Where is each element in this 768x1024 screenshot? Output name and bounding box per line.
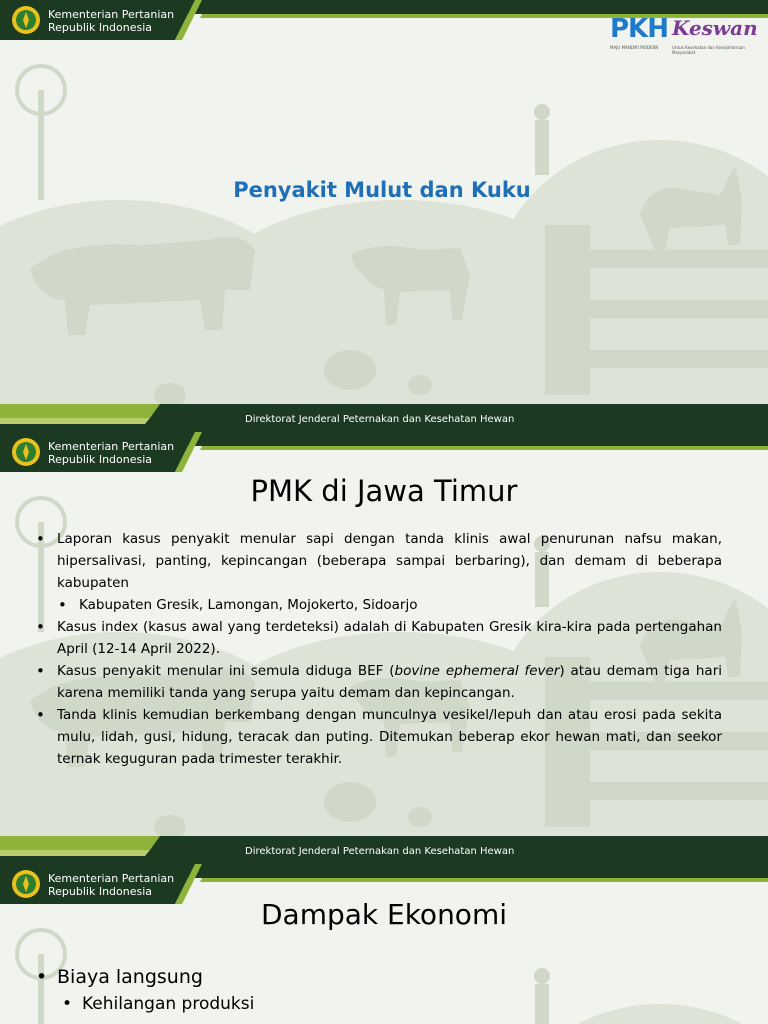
sub-bullet-item: • Kehilangan produksi [36, 990, 722, 1018]
ministry-emblem-icon [11, 869, 41, 899]
keswan-tagline: Untuk Kesehatan dan Kesejahteraan Masyarakat [672, 45, 745, 55]
bullet-item: • Kasus index (kasus awal yang terdeteksi) adalah di Kabupaten Gresik kira-kira pada pertengahan April (12-14 April 2022). [36, 616, 722, 660]
ministry-name: Kementerian Pertanian Republik Indonesia [48, 440, 175, 466]
ministry-name: Kementerian Pertanian Republik Indonesia [48, 8, 175, 34]
pkh-keswan-logo [606, 12, 756, 62]
bullet-item: • Tanda klinis kemudian berkembang dengan munculnya vesikel/lepuh dan atau erosi pada sekita mulu, lidah, gusi, hidung, teracak dan puting. Ditemukan beberap ekor hewan mati, dan seekor ternak keguguran pada trimester terakhir. [36, 704, 722, 770]
ministry-emblem-icon [11, 5, 41, 35]
farm-background-illustration [0, 0, 768, 432]
keswan-logo-text: Keswan [672, 16, 758, 40]
bullet-item: • Kasus penyakit menular ini semula diduga BEF (bovine ephemeral fever) atau demam tiga hari karena memiliki tanda yang serupa yaitu demam dan kepincangan. [36, 660, 722, 704]
slide-pmk-jatim [0, 432, 768, 864]
sub-bullet-item: • Kabupaten Gresik, Lamongan, Mojokerto, Sidoarjo [36, 594, 722, 616]
ministry-emblem-icon [11, 437, 41, 467]
slide-title-text: Dampak Ekonomi [260, 898, 507, 931]
slide-body [36, 528, 722, 770]
slide-body [36, 964, 722, 1018]
pkh-logo-text: PKH [610, 14, 668, 44]
footer-text: Direktorat Jenderal Peternakan dan Kesehatan Hewan [245, 846, 515, 857]
bullet-item: • Biaya langsung [36, 964, 722, 990]
pkh-tagline: MAJU MANDIRI MODERN [610, 45, 659, 50]
bullet-item: • Laporan kasus penyakit menular sapi dengan tanda klinis awal penurunan nafsu makan, hipersalivasi, panting, kepincangan (beberapa sampai berbaring), dan demam di beberapa kabupaten [36, 528, 722, 594]
slide-dampak-ekonomi [0, 864, 768, 1024]
slide-title-text: PMK di Jawa Timur [250, 474, 518, 508]
ministry-name: Kementerian Pertanian Republik Indonesia [48, 872, 175, 898]
slide-title [0, 0, 768, 432]
footer-text: Direktorat Jenderal Peternakan dan Kesehatan Hewan [245, 414, 515, 425]
slide-title-text: Penyakit Mulut dan Kuku [233, 178, 531, 202]
